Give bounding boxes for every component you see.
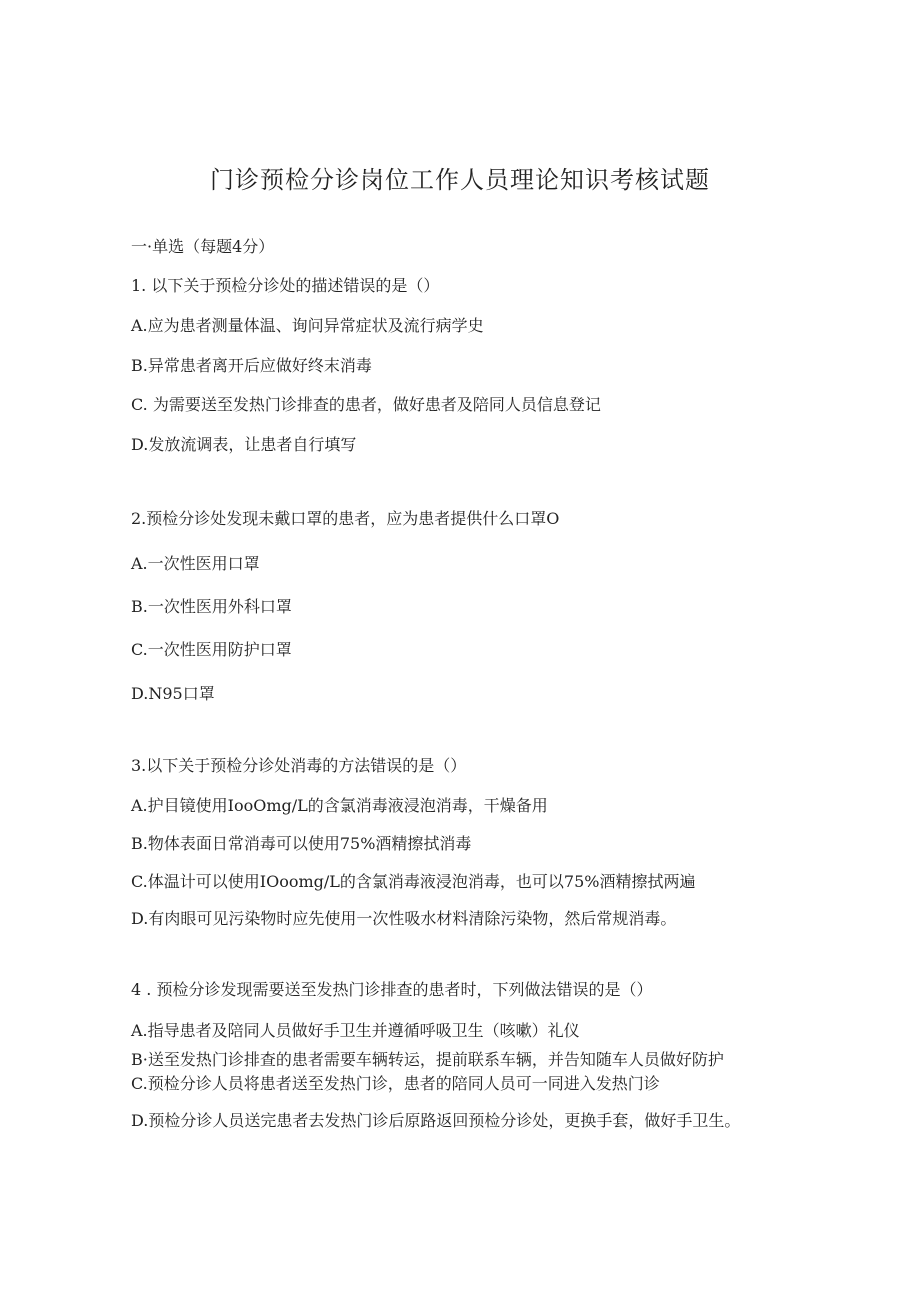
question-option: A.护目镜使用IooOmg/L的含氯消毒液浸泡消毒，干燥备用 — [131, 796, 548, 815]
question-option: D.发放流调表，让患者自行填写 — [131, 435, 357, 454]
question-option: C. 为需要送至发热门诊排查的患者，做好患者及陪同人员信息登记 — [131, 395, 601, 414]
question-option: A.应为患者测量体温、询问异常症状及流行病学史 — [131, 316, 484, 335]
page-title: 门诊预检分诊岗位工作人员理论知识考核试题 — [210, 166, 710, 194]
section-heading: 一·单选（每题4分） — [131, 237, 275, 256]
question-option: A.一次性医用口罩 — [131, 554, 260, 573]
question-option: D.N95口罩 — [131, 684, 215, 703]
question-stem: 4 . 预检分诊发现需要送至发热门诊排查的患者时，下列做法错误的是（） — [131, 980, 653, 999]
question-option: C.预检分诊人员将患者送至发热门诊，患者的陪同人员可一同进入发热门诊 — [131, 1074, 660, 1093]
question-option: B.一次性医用外科口罩 — [131, 597, 292, 616]
question-option: B·送至发热门诊排查的患者需要车辆转运，提前联系车辆，并告知随车人员做好防护 — [131, 1050, 724, 1069]
question-stem: 2.预检分诊处发现未戴口罩的患者，应为患者提供什么口罩O — [131, 509, 560, 528]
question-stem: 3.以下关于预检分诊处消毒的方法错误的是（） — [131, 756, 467, 775]
question-option: A.指导患者及陪同人员做好手卫生并遵循呼吸卫生（咳嗽）礼仪 — [131, 1021, 580, 1040]
question-stem: 1. 以下关于预检分诊处的描述错误的是（） — [131, 276, 440, 295]
question-option: D.有肉眼可见污染物时应先使用一次性吸水材料清除污染物，然后常规消毒。 — [131, 909, 677, 928]
question-option: C.体温计可以使用IOoomg/L的含氯消毒液浸泡消毒，也可以75%酒精擦拭两遍 — [131, 872, 696, 891]
question-option: C.一次性医用防护口罩 — [131, 640, 292, 659]
question-option: D.预检分诊人员送完患者去发热门诊后原路返回预检分诊处，更换手套，做好手卫生。 — [131, 1111, 741, 1130]
question-option: B.物体表面日常消毒可以使用75%酒精擦拭消毒 — [131, 834, 472, 853]
question-option: B.异常患者离开后应做好终末消毒 — [131, 356, 372, 375]
